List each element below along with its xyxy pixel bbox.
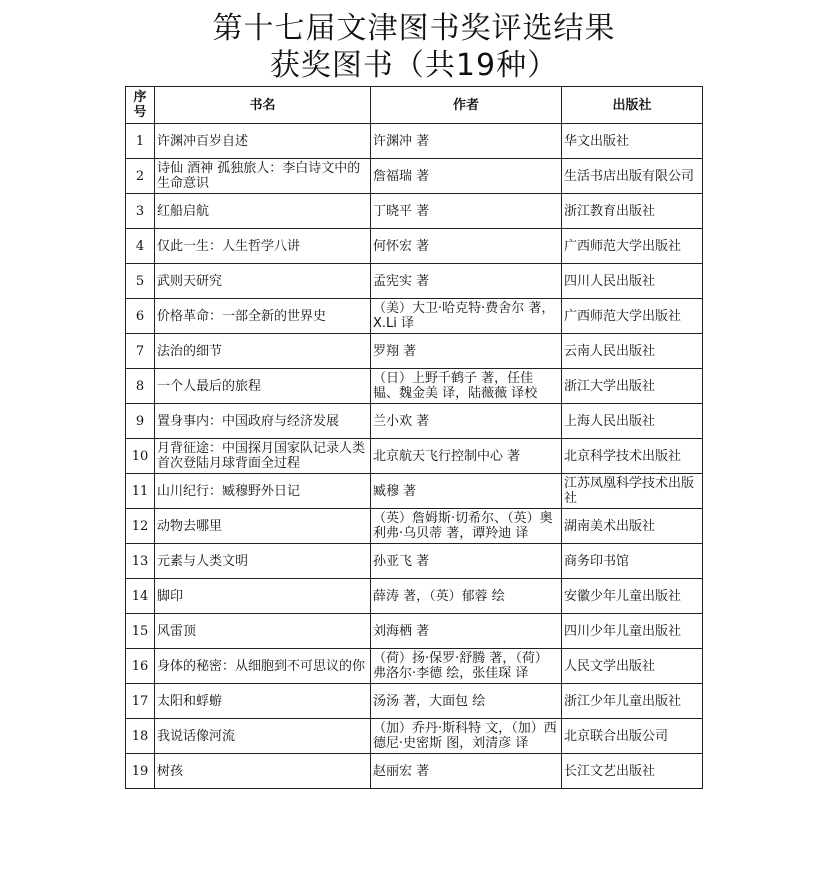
book-title: 风雷顶 [155, 614, 371, 649]
row-number: 10 [126, 439, 155, 474]
book-author: 罗翔 著 [371, 334, 562, 369]
book-publisher: 北京联合出版公司 [562, 719, 703, 754]
table-row [126, 404, 703, 439]
book-title: 身体的秘密：从细胞到不可思议的你 [155, 649, 371, 684]
book-title: 武则天研究 [155, 264, 371, 299]
book-publisher: 商务印书馆 [562, 544, 703, 579]
row-number: 12 [126, 509, 155, 544]
row-number: 14 [126, 579, 155, 614]
table-row [126, 509, 703, 544]
book-publisher: 浙江少年儿童出版社 [562, 684, 703, 719]
book-publisher: 四川人民出版社 [562, 264, 703, 299]
row-number: 15 [126, 614, 155, 649]
book-title: 一个人最后的旅程 [155, 369, 371, 404]
row-number: 5 [126, 264, 155, 299]
book-publisher: 江苏凤凰科学技术出版社 [562, 474, 703, 509]
table-row [126, 579, 703, 614]
header-book-title: 书名 [155, 87, 371, 124]
table-header-row [126, 87, 703, 124]
book-title: 脚印 [155, 579, 371, 614]
book-title: 动物去哪里 [155, 509, 371, 544]
table-body [126, 124, 703, 789]
book-author: （荷）扬·保罗·舒腾 著，（荷）弗洛尔·李德 绘，张佳琛 译 [371, 649, 562, 684]
row-number: 3 [126, 194, 155, 229]
book-author: 丁晓平 著 [371, 194, 562, 229]
row-number: 1 [126, 124, 155, 159]
book-publisher: 人民文学出版社 [562, 649, 703, 684]
table-row [126, 649, 703, 684]
book-author: 兰小欢 著 [371, 404, 562, 439]
book-title: 我说话像河流 [155, 719, 371, 754]
row-number: 8 [126, 369, 155, 404]
book-author: 詹福瑞 著 [371, 159, 562, 194]
book-title: 元素与人类文明 [155, 544, 371, 579]
table-row [126, 544, 703, 579]
book-author: 臧穆 著 [371, 474, 562, 509]
book-publisher: 华文出版社 [562, 124, 703, 159]
book-author: 许渊冲 著 [371, 124, 562, 159]
book-publisher: 长江文艺出版社 [562, 754, 703, 789]
book-author: 汤汤 著，大面包 绘 [371, 684, 562, 719]
book-author: 北京航天飞行控制中心 著 [371, 439, 562, 474]
book-title: 山川纪行：臧穆野外日记 [155, 474, 371, 509]
table-row [126, 719, 703, 754]
book-title: 月背征途：中国探月国家队记录人类首次登陆月球背面全过程 [155, 439, 371, 474]
book-author: （加）乔丹·斯科特 文，（加）西德尼·史密斯 图，刘清彦 译 [371, 719, 562, 754]
table-row [126, 299, 703, 334]
book-publisher: 浙江教育出版社 [562, 194, 703, 229]
book-title: 许渊冲百岁自述 [155, 124, 371, 159]
table-row [126, 754, 703, 789]
book-title: 树孩 [155, 754, 371, 789]
book-title: 置身事内：中国政府与经济发展 [155, 404, 371, 439]
book-publisher: 云南人民出版社 [562, 334, 703, 369]
book-title: 法治的细节 [155, 334, 371, 369]
table-row [126, 194, 703, 229]
header-author: 作者 [371, 87, 562, 124]
row-number: 2 [126, 159, 155, 194]
book-author: 赵丽宏 著 [371, 754, 562, 789]
book-publisher: 安徽少年儿童出版社 [562, 579, 703, 614]
page-title: 第十七届文津图书奖评选结果 [212, 11, 616, 46]
awards-table [125, 86, 703, 789]
table-row [126, 369, 703, 404]
book-publisher: 生活书店出版有限公司 [562, 159, 703, 194]
book-author: （英）詹姆斯·切希尔、（英）奥利弗·乌贝蒂 著，谭羚迪 译 [371, 509, 562, 544]
row-number: 13 [126, 544, 155, 579]
table-row [126, 159, 703, 194]
table-row [126, 614, 703, 649]
book-title: 太阳和蜉蝣 [155, 684, 371, 719]
book-author: （美）大卫·哈克特·费舍尔 著，X.Li 译 [371, 299, 562, 334]
book-author: 薛涛 著，（英）郁蓉 绘 [371, 579, 562, 614]
table-row [126, 684, 703, 719]
table-row [126, 264, 703, 299]
book-title: 诗仙 酒神 孤独旅人：李白诗文中的生命意识 [155, 159, 371, 194]
header-publisher: 出版社 [562, 87, 703, 124]
row-number: 18 [126, 719, 155, 754]
book-publisher: 四川少年儿童出版社 [562, 614, 703, 649]
table-row [126, 334, 703, 369]
page-header [0, 10, 828, 84]
row-number: 11 [126, 474, 155, 509]
book-author: 孟宪实 著 [371, 264, 562, 299]
row-number: 6 [126, 299, 155, 334]
book-title: 红船启航 [155, 194, 371, 229]
row-number: 4 [126, 229, 155, 264]
book-publisher: 广西师范大学出版社 [562, 299, 703, 334]
book-publisher: 上海人民出版社 [562, 404, 703, 439]
table-row [126, 439, 703, 474]
table-header [126, 87, 703, 124]
row-number: 19 [126, 754, 155, 789]
book-author: 孙亚飞 著 [371, 544, 562, 579]
page-subtitle: 获奖图书（共19种） [269, 48, 559, 83]
book-publisher: 北京科学技术出版社 [562, 439, 703, 474]
book-author: （日）上野千鹤子 著，任佳韫、魏金美 译，陆薇薇 译校 [371, 369, 562, 404]
row-number: 17 [126, 684, 155, 719]
row-number: 16 [126, 649, 155, 684]
book-publisher: 湖南美术出版社 [562, 509, 703, 544]
table-row [126, 124, 703, 159]
book-publisher: 广西师范大学出版社 [562, 229, 703, 264]
book-publisher: 浙江大学出版社 [562, 369, 703, 404]
table-row [126, 474, 703, 509]
row-number: 9 [126, 404, 155, 439]
table-row [126, 229, 703, 264]
book-author: 何怀宏 著 [371, 229, 562, 264]
book-title: 仅此一生：人生哲学八讲 [155, 229, 371, 264]
book-author: 刘海栖 著 [371, 614, 562, 649]
book-title: 价格革命：一部全新的世界史 [155, 299, 371, 334]
row-number: 7 [126, 334, 155, 369]
header-number: 序号 [126, 87, 155, 124]
